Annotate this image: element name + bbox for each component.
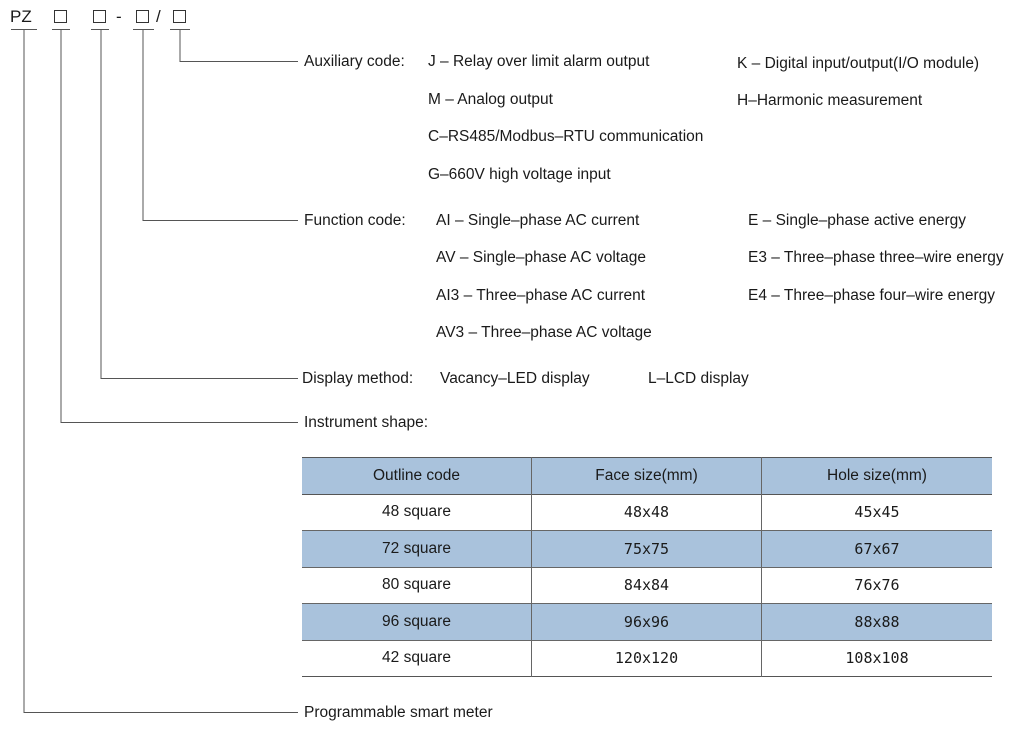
auxiliary-item-g: G–660V high voltage input — [428, 166, 611, 183]
cell-outline-code: 80 square — [382, 576, 451, 594]
cell-outline-code: 72 square — [382, 539, 451, 557]
display-item-lcd: L–LCD display — [648, 370, 749, 387]
auxiliary-code-label: Auxiliary code: — [304, 53, 405, 70]
leader-display — [101, 30, 298, 379]
instrument-shape-label: Instrument shape: — [304, 414, 429, 431]
cell-outline-code: 42 square — [382, 649, 451, 667]
leader-auxiliary — [180, 30, 298, 62]
cell-hole-size: 108x108 — [762, 640, 993, 677]
leader-function — [143, 30, 298, 221]
display-item-led: Vacancy–LED display — [440, 370, 590, 387]
function-code-label: Function code: — [304, 212, 406, 229]
cell-face-size: 75x75 — [532, 531, 762, 568]
table-row — [302, 531, 992, 568]
product-label: Programmable smart meter — [304, 704, 493, 721]
function-item-av3: AV3 – Three–phase AC voltage — [436, 324, 652, 341]
function-item-e4: E4 – Three–phase four–wire energy — [748, 287, 996, 304]
auxiliary-code-box — [173, 10, 186, 23]
cell-face-size: 120x120 — [532, 640, 762, 677]
header-hole-size: Hole size(mm) — [762, 458, 993, 495]
cell-hole-size: 76x76 — [762, 567, 993, 604]
display-method-label: Display method: — [302, 370, 414, 387]
auxiliary-item-j: J – Relay over limit alarm output — [428, 53, 650, 70]
cell-face-size: 96x96 — [532, 604, 762, 641]
table-row — [302, 494, 992, 531]
table-header-row — [302, 458, 992, 495]
shape-code-box — [54, 10, 67, 23]
leader-shape — [61, 30, 298, 423]
model-prefix: PZ — [10, 7, 32, 26]
table-row — [302, 640, 992, 677]
code-separator-slash: / — [156, 7, 161, 26]
auxiliary-item-c: C–RS485/Modbus–RTU communication — [428, 128, 704, 145]
function-item-ai3: AI3 – Three–phase AC current — [436, 287, 646, 304]
table-row — [302, 604, 992, 641]
cell-outline-code: 96 square — [382, 612, 451, 630]
auxiliary-item-m: M – Analog output — [428, 91, 553, 108]
header-face-size: Face size(mm) — [532, 458, 762, 495]
leader-product — [24, 30, 298, 713]
display-code-box — [93, 10, 106, 23]
function-item-e3: E3 – Three–phase three–wire energy — [748, 249, 1004, 266]
cell-hole-size: 45x45 — [762, 494, 993, 531]
code-separator-dash: - — [116, 7, 122, 26]
auxiliary-item-h: H–Harmonic measurement — [737, 92, 923, 109]
auxiliary-item-k: K – Digital input/output(I/O module) — [737, 55, 980, 72]
cell-face-size: 84x84 — [532, 567, 762, 604]
function-item-av: AV – Single–phase AC voltage — [436, 249, 646, 266]
cell-outline-code: 48 square — [382, 503, 451, 521]
shape-size-table — [302, 457, 992, 677]
header-outline-code: Outline code — [372, 466, 461, 484]
table-row — [302, 567, 992, 604]
function-item-e: E – Single–phase active energy — [748, 212, 967, 229]
function-code-box — [136, 10, 149, 23]
cell-hole-size: 67x67 — [762, 531, 993, 568]
function-item-ai: AI – Single–phase AC current — [436, 212, 640, 229]
cell-hole-size: 88x88 — [762, 604, 993, 641]
cell-face-size: 48x48 — [532, 494, 762, 531]
